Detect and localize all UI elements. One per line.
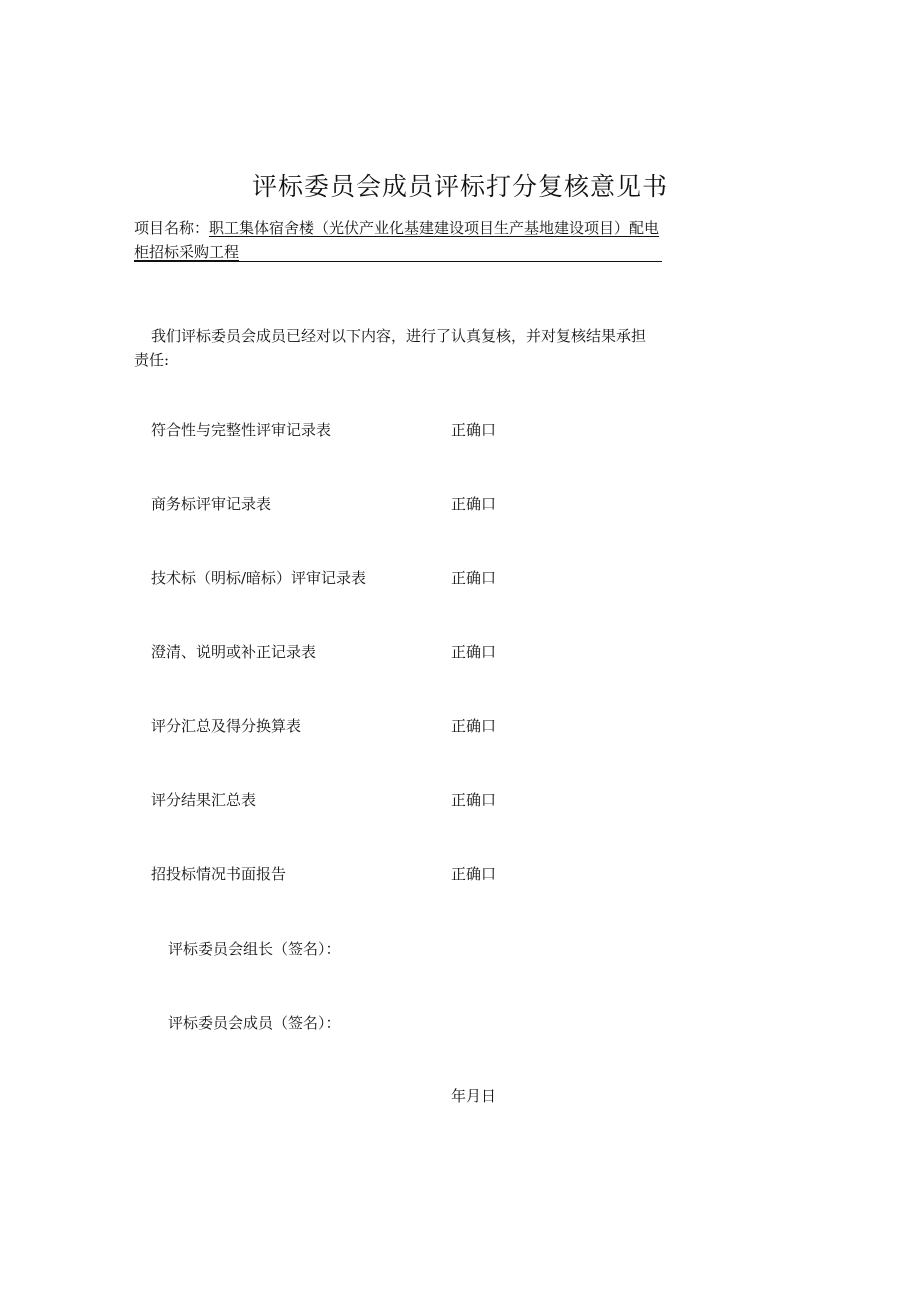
review-item-status: 正确口 [451, 569, 497, 587]
intro-paragraph: 我们评标委员会成员已经对以下内容，进行了认真复核，并对复核结果承担责任: [134, 327, 647, 369]
project-name-value: 职工集体宿舍楼（光伏产业化基建建设项目生产基地建设项目）配电柜招标采购工程 [134, 219, 660, 261]
review-item-status: 正确口 [451, 643, 497, 661]
review-item-label: 评分汇总及得分换算表 [151, 717, 302, 735]
review-item-status: 正确口 [451, 495, 497, 513]
page-title: 评标委员会成员评标打分复核意见书 [251, 171, 668, 201]
project-name-block [134, 216, 662, 264]
date-line: 年月日 [451, 1087, 497, 1105]
project-name-label: 项目名称： [134, 219, 210, 237]
project-name-underline [134, 261, 662, 262]
review-item-label: 招投标情况书面报告 [151, 865, 287, 883]
review-item-label: 技术标（明标/暗标）评审记录表 [151, 569, 367, 587]
review-item-status: 正确口 [451, 421, 497, 439]
review-item-label: 评分结果汇总表 [151, 791, 257, 809]
review-item-status: 正确口 [451, 865, 497, 883]
review-item-status: 正确口 [451, 717, 497, 735]
member-signature-line: 评标委员会成员（签名）： [168, 1014, 341, 1032]
review-item-label: 商务标评审记录表 [151, 495, 272, 513]
review-item-label: 符合性与完整性评审记录表 [151, 421, 332, 439]
review-item-status: 正确口 [451, 791, 497, 809]
leader-signature-line: 评标委员会组长（签名）： [168, 940, 341, 958]
review-item-label: 澄清、说明或补正记录表 [151, 643, 317, 661]
